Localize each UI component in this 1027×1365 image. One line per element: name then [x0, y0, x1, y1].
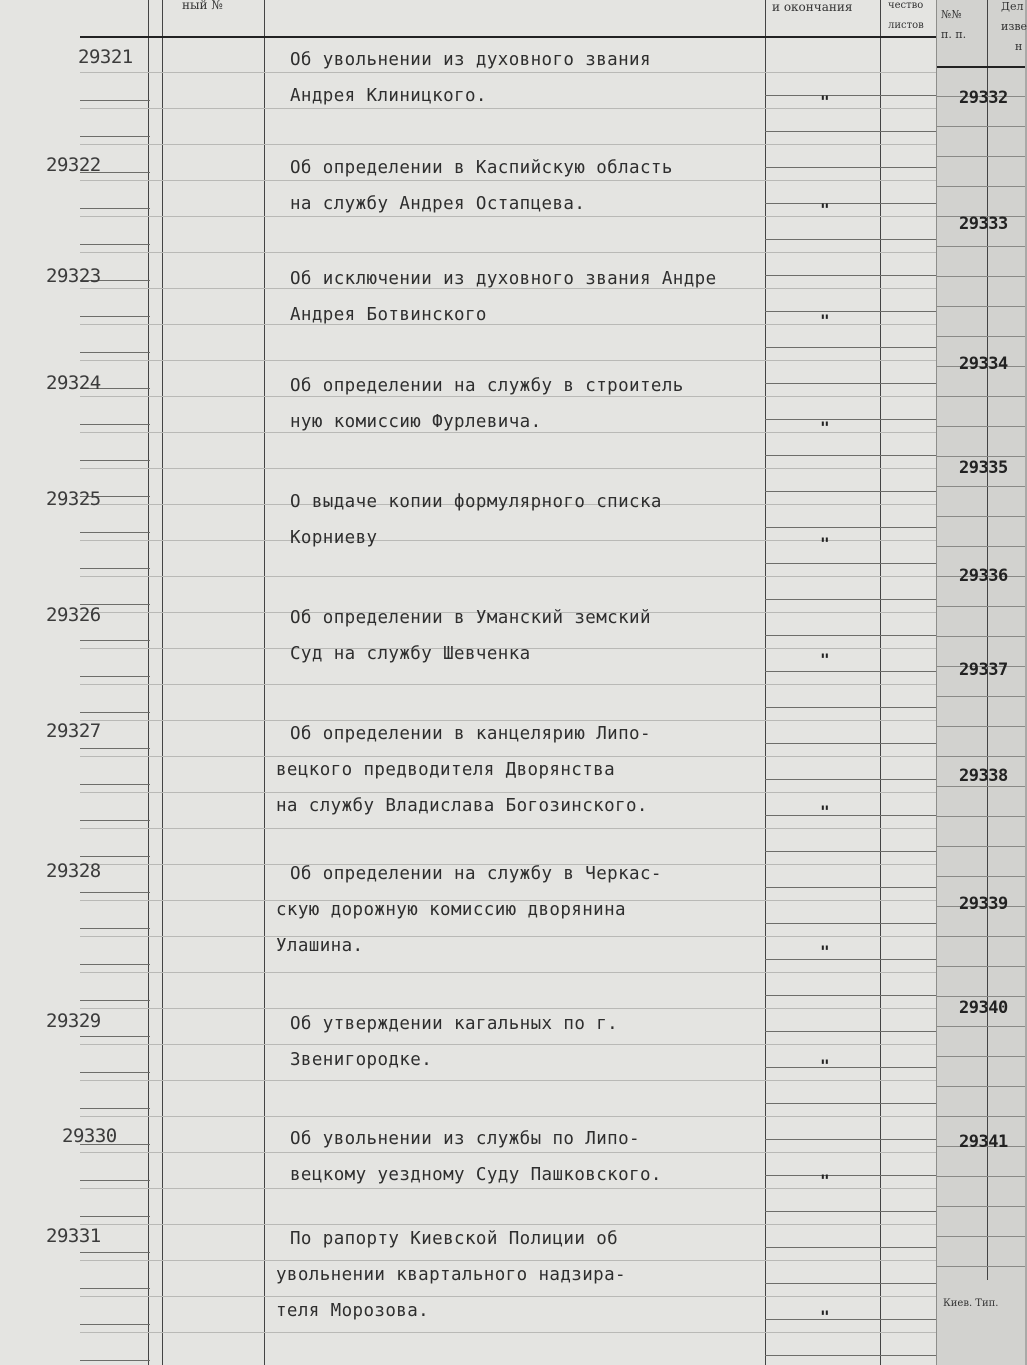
page2-entry-number: 29339 — [959, 894, 1008, 914]
page2-row-rule — [937, 966, 1025, 967]
page2-row-rule — [937, 786, 1025, 787]
row-rule-right — [765, 1175, 940, 1176]
row-rule-left — [80, 244, 150, 245]
row-rule-right — [765, 311, 940, 312]
row-rule — [80, 108, 940, 109]
row-rule — [80, 216, 940, 217]
entry-text-line: увольнении квартального надзира- — [276, 1265, 626, 1285]
row-rule — [80, 360, 940, 361]
row-rule-right — [765, 383, 940, 384]
row-rule — [80, 432, 940, 433]
column-rule — [880, 0, 881, 1365]
header-col4: и окончания — [772, 0, 853, 14]
entry-number: 29329 — [46, 1010, 101, 1032]
page2-column-rule — [987, 0, 988, 1280]
entry-number: 29328 — [46, 860, 101, 882]
entry-text-line: Об определении на службу в Черкас- — [290, 864, 662, 884]
page2-row-rule — [937, 246, 1025, 247]
page2-entry-number: 29341 — [959, 1132, 1008, 1152]
page2-row-rule — [937, 1056, 1025, 1057]
page2-row-rule — [937, 1266, 1025, 1267]
row-rule — [80, 252, 940, 253]
row-rule-right — [765, 1031, 940, 1032]
row-rule-right — [765, 671, 940, 672]
page2-entry-number: 29332 — [959, 88, 1008, 108]
entry-text-line: скую дорожную комиссию дворянина — [276, 900, 626, 920]
row-rule-right — [765, 1355, 940, 1356]
row-rule-right — [765, 851, 940, 852]
row-rule-left — [80, 1324, 150, 1325]
row-rule-right — [765, 203, 940, 204]
ditto-mark: " — [820, 1307, 830, 1326]
page2-row-rule — [937, 546, 1025, 547]
page2-row-rule — [937, 1086, 1025, 1087]
entry-text-line: на службу Владислава Богозинского. — [276, 796, 648, 816]
page2-row-rule — [937, 426, 1025, 427]
page2-entry-number: 29337 — [959, 660, 1008, 680]
row-rule-right — [765, 1067, 940, 1068]
row-rule-left — [80, 568, 150, 569]
ditto-mark: " — [820, 311, 830, 330]
entry-text-line: Андрея Клиницкого. — [290, 86, 487, 106]
row-rule — [80, 1008, 940, 1009]
row-rule-right — [765, 131, 940, 132]
page2-row-rule — [937, 126, 1025, 127]
entry-number: 29327 — [46, 720, 101, 742]
entry-text-line: Корниеву — [290, 528, 378, 548]
row-rule — [80, 720, 940, 721]
row-rule-left — [80, 100, 150, 101]
page2-row-rule — [937, 1026, 1025, 1027]
entry-text-line: Об исключении из духовного звания Андре — [290, 269, 717, 289]
row-rule — [80, 1080, 940, 1081]
row-rule-left — [80, 820, 150, 821]
row-rule-right — [765, 419, 940, 420]
page2-row-rule — [937, 1206, 1025, 1207]
entry-number: 29324 — [46, 372, 101, 394]
entry-text-line: Звенигородке. — [290, 1050, 433, 1070]
row-rule-right — [765, 707, 940, 708]
row-rule — [80, 1044, 940, 1045]
entry-text-line: ную комиссию Фурлевича. — [290, 412, 542, 432]
page2-row-rule — [937, 306, 1025, 307]
column-rule — [264, 0, 265, 1365]
row-rule — [80, 1296, 940, 1297]
row-rule-left — [80, 712, 150, 713]
row-rule-left — [80, 640, 150, 641]
row-rule-left — [80, 928, 150, 929]
ditto-mark: " — [820, 200, 830, 219]
header-col5-line1: чество — [888, 0, 924, 11]
header-col2: ный № — [182, 0, 223, 12]
row-rule-left — [80, 532, 150, 533]
page2-header-col2-line3: н — [1015, 40, 1023, 53]
page2-header-col1-line1: №№ — [941, 8, 962, 21]
row-rule-left — [80, 748, 150, 749]
ditto-mark: " — [820, 802, 830, 821]
row-rule-right — [765, 1247, 940, 1248]
entry-text-line: Об утверждении кагальных по г. — [290, 1014, 619, 1034]
row-rule-left — [80, 784, 150, 785]
entry-text-line: Об увольнении из службы по Липо- — [290, 1129, 640, 1149]
row-rule-left — [80, 1036, 150, 1037]
row-rule-right — [765, 923, 940, 924]
row-rule-left — [80, 676, 150, 677]
row-rule-left — [80, 208, 150, 209]
row-rule-right — [765, 1283, 940, 1284]
page2-entry-number: 29336 — [959, 566, 1008, 586]
entry-number: 29325 — [46, 488, 101, 510]
entry-text-line: на службу Андрея Остапцева. — [290, 194, 586, 214]
row-rule-left — [80, 892, 150, 893]
page2-header-rule — [937, 66, 1025, 68]
entry-text-line: Об определении в Каспийскую область — [290, 158, 673, 178]
entry-text-line: О выдаче копии формулярного списка — [290, 492, 662, 512]
ditto-mark: " — [820, 92, 830, 111]
row-rule-right — [765, 1139, 940, 1140]
row-rule-left — [80, 1288, 150, 1289]
row-rule-left — [80, 1108, 150, 1109]
entry-number: 29322 — [46, 154, 101, 176]
page2-entry-number: 29340 — [959, 998, 1008, 1018]
page2-row-rule — [937, 696, 1025, 697]
row-rule-right — [765, 275, 940, 276]
row-rule-left — [80, 1072, 150, 1073]
page2-row-rule — [937, 516, 1025, 517]
row-rule — [80, 180, 940, 181]
entry-number: 29326 — [46, 604, 101, 626]
row-rule-right — [765, 563, 940, 564]
page2-row-rule — [937, 186, 1025, 187]
row-rule — [80, 1116, 940, 1117]
entry-text-line: Андрея Ботвинского — [290, 305, 487, 325]
entry-text-line: Об увольнении из духовного звания — [290, 50, 651, 70]
row-rule — [80, 828, 940, 829]
row-rule — [80, 684, 940, 685]
page2-row-rule — [937, 636, 1025, 637]
row-rule-left — [80, 1180, 150, 1181]
ditto-mark: " — [820, 650, 830, 669]
row-rule-right — [765, 1103, 940, 1104]
row-rule — [80, 144, 940, 145]
row-rule-right — [765, 1211, 940, 1212]
ditto-mark: " — [820, 1056, 830, 1075]
row-rule — [80, 756, 940, 757]
row-rule-left — [80, 856, 150, 857]
ditto-mark: " — [820, 534, 830, 553]
row-rule-left — [80, 1216, 150, 1217]
row-rule-right — [765, 599, 940, 600]
entry-text-line: Об определении в Уманский земский — [290, 608, 651, 628]
entry-text-line: Суд на службу Шевченка — [290, 644, 531, 664]
entry-text-line: вецкого предводителя Дворянства — [276, 760, 616, 780]
row-rule — [80, 792, 940, 793]
row-rule — [80, 972, 940, 973]
row-rule-left — [80, 424, 150, 425]
ditto-mark: " — [820, 1171, 830, 1190]
page2-row-rule — [937, 486, 1025, 487]
row-rule-right — [765, 779, 940, 780]
entry-text-line: Об определении на службу в строитель — [290, 376, 684, 396]
entry-text-line: По рапорту Киевской Полиции об — [290, 1229, 619, 1249]
entry-number: 29323 — [46, 265, 101, 287]
entry-text-line: Об определении в канцелярию Липо- — [290, 724, 651, 744]
header-rule — [80, 36, 940, 38]
page2-row-rule — [937, 1236, 1025, 1237]
entry-number: 29321 — [78, 46, 133, 68]
page2-row-rule — [937, 936, 1025, 937]
row-rule-left — [80, 1252, 150, 1253]
column-rule — [148, 0, 149, 1365]
row-rule-right — [765, 995, 940, 996]
page2-footer: Киев. Тип. — [943, 1298, 999, 1309]
entry-text-line: Улашина. — [276, 936, 364, 956]
row-rule-left — [80, 460, 150, 461]
header-col5-line2: листов — [888, 20, 924, 31]
page2-row-rule — [937, 996, 1025, 997]
row-rule — [80, 1332, 940, 1333]
row-rule-right — [765, 1319, 940, 1320]
next-page-edge — [936, 0, 1025, 1365]
page2-entry-number: 29335 — [959, 458, 1008, 478]
row-rule — [80, 468, 940, 469]
row-rule-right — [765, 527, 940, 528]
page2-row-rule — [937, 876, 1025, 877]
entry-number: 29331 — [46, 1225, 101, 1247]
page2-row-rule — [937, 1116, 1025, 1117]
page2-row-rule — [937, 456, 1025, 457]
row-rule-left — [80, 1000, 150, 1001]
row-rule-left — [80, 1360, 150, 1361]
page2-row-rule — [937, 726, 1025, 727]
row-rule — [80, 72, 940, 73]
page2-row-rule — [937, 1176, 1025, 1177]
page2-row-rule — [937, 816, 1025, 817]
row-rule-right — [765, 239, 940, 240]
page2-row-rule — [937, 606, 1025, 607]
row-rule-right — [765, 743, 940, 744]
page2-header-col1-line2: п. п. — [941, 28, 967, 41]
row-rule — [80, 1260, 940, 1261]
row-rule-right — [765, 455, 940, 456]
page2-row-rule — [937, 756, 1025, 757]
row-rule-right — [765, 95, 940, 96]
row-rule-right — [765, 347, 940, 348]
row-rule-right — [765, 815, 940, 816]
row-rule-right — [765, 959, 940, 960]
row-rule-left — [80, 352, 150, 353]
page2-entry-number: 29334 — [959, 354, 1008, 374]
row-rule-left — [80, 136, 150, 137]
page2-row-rule — [937, 156, 1025, 157]
column-rule — [162, 0, 163, 1365]
page2-entry-number: 29333 — [959, 214, 1008, 234]
row-rule-left — [80, 964, 150, 965]
entry-text-line: теля Морозова. — [276, 1301, 430, 1321]
row-rule — [80, 1224, 940, 1225]
page2-row-rule — [937, 846, 1025, 847]
entry-text-line: вецкому уездному Суду Пашковского. — [290, 1165, 662, 1185]
row-rule — [80, 576, 940, 577]
page2-row-rule — [937, 276, 1025, 277]
row-rule — [80, 1188, 940, 1189]
row-rule-right — [765, 491, 940, 492]
row-rule-right — [765, 887, 940, 888]
row-rule-right — [765, 167, 940, 168]
page2-entry-number: 29338 — [959, 766, 1008, 786]
page2-row-rule — [937, 336, 1025, 337]
page2-header-col2-line2: изве — [1001, 20, 1027, 33]
page2-header-col2-line1: Дел — [1001, 0, 1024, 13]
row-rule — [80, 396, 940, 397]
entry-number: 29330 — [62, 1125, 117, 1147]
row-rule-right — [765, 635, 940, 636]
ditto-mark: " — [820, 942, 830, 961]
page2-row-rule — [937, 396, 1025, 397]
row-rule — [80, 1152, 940, 1153]
ditto-mark: " — [820, 418, 830, 437]
row-rule-left — [80, 316, 150, 317]
